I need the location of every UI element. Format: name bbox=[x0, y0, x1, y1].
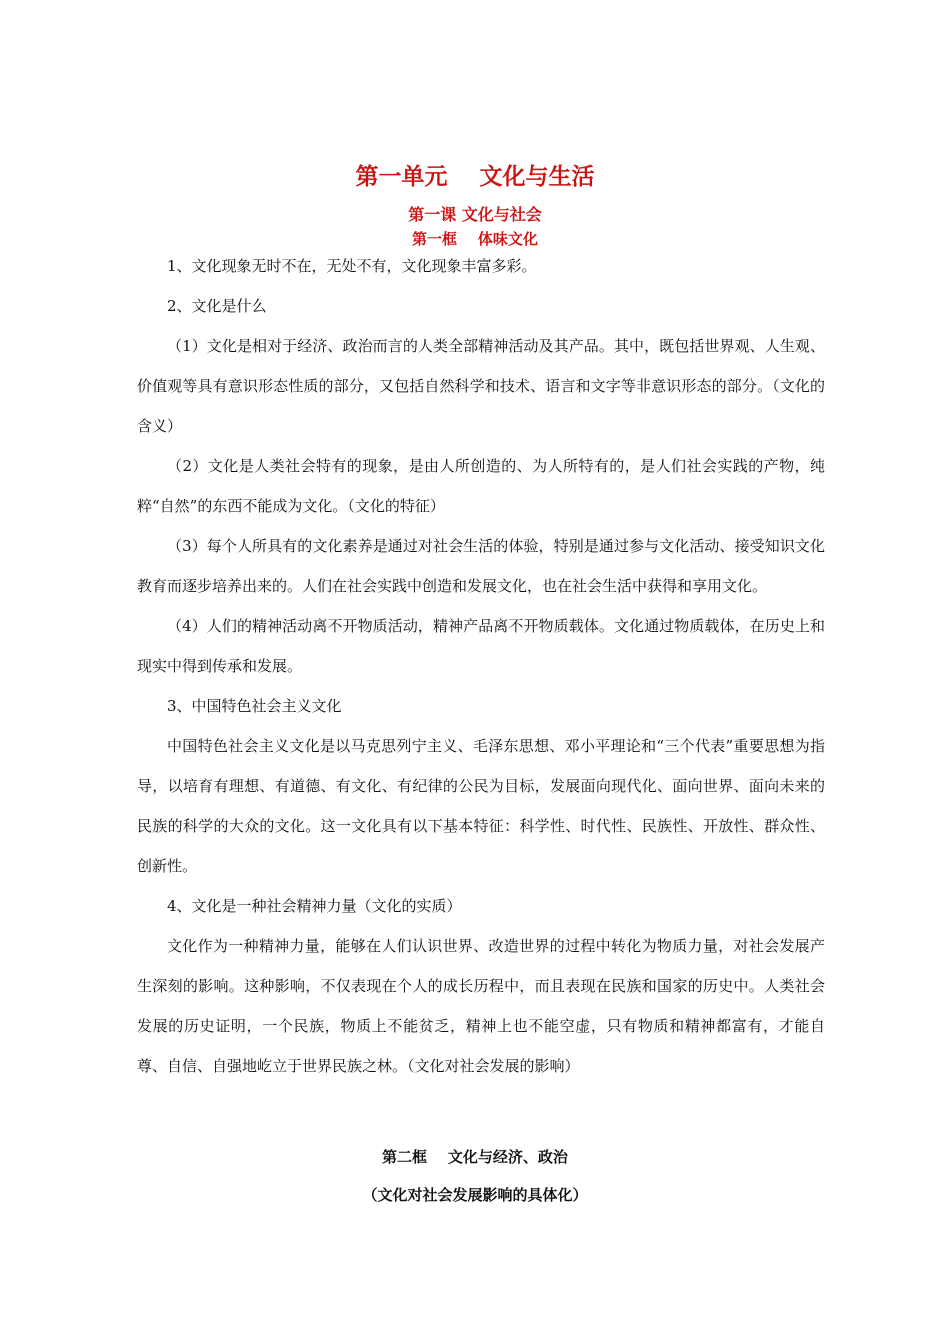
unit-title: 第一单元 文化与生活 bbox=[355, 164, 595, 190]
body-text bbox=[137, 246, 825, 1086]
paragraph-2: 2、文化是什么 bbox=[167, 297, 267, 315]
paragraph-10: 文化作为一种精神力量，能够在人们认识世界、改造世界的过程中转化为物质力量，对社会发展产生深刻的影响。这种影响，不仅表现在个人的成长历程中，而且表现在民族和国家的历史中。人类社会发展的历史证明，一个民族，物质上不能贫乏，精神上也不能空虚，只有物质和精神都富有，才能自尊、自信、自强地屹立于世界民族之林。（文化对社会发展的影响） bbox=[137, 937, 825, 1075]
paragraph-8: 中国特色社会主义文化是以马克思列宁主义、毛泽东思想、邓小平理论和“三个代表”重要思想为指导，以培育有理想、有道德、有文化、有纪律的公民为目标，发展面向现代化、面向世界、面向未来的民族的科学的大众的文化。这一文化具有以下基本特征：科学性、时代性、民族性、开放性、群众性、创新性。 bbox=[137, 737, 825, 875]
paragraph-7: 3、中国特色社会主义文化 bbox=[167, 697, 342, 715]
paragraph-1: 1、文化现象无时不在，无处不有，文化现象丰富多彩。 bbox=[167, 257, 537, 275]
lesson-title: 第一课 文化与社会 bbox=[408, 205, 542, 224]
section2-frame-title: 第二框 文化与经济、政治 bbox=[382, 1148, 568, 1166]
frame-title: 第一框 体味文化 bbox=[412, 230, 538, 248]
section2-subtitle: （文化对社会发展影响的具体化） bbox=[362, 1186, 588, 1204]
paragraph-9: 4、文化是一种社会精神力量（文化的实质） bbox=[167, 897, 462, 915]
paragraph-6: （4）人们的精神活动离不开物质活动，精神产品离不开物质载体。文化通过物质载体，在历史上和现实中得到传承和发展。 bbox=[137, 617, 825, 675]
paragraph-5: （3）每个人所具有的文化素养是通过对社会生活的体验，特别是通过参与文化活动、接受知识文化教育而逐步培养出来的。人们在社会实践中创造和发展文化，也在社会生活中获得和享用文化。 bbox=[137, 537, 825, 595]
paragraph-4: （2）文化是人类社会特有的现象，是由人所创造的、为人所特有的，是人们社会实践的产物，纯粹“自然”的东西不能成为文化。（文化的特征） bbox=[137, 457, 825, 515]
paragraph-3: （1）文化是相对于经济、政治而言的人类全部精神活动及其产品。其中，既包括世界观、人生观、价值观等具有意识形态性质的部分，又包括自然科学和技术、语言和文字等非意识形态的部分。（文化的含义） bbox=[137, 337, 825, 435]
